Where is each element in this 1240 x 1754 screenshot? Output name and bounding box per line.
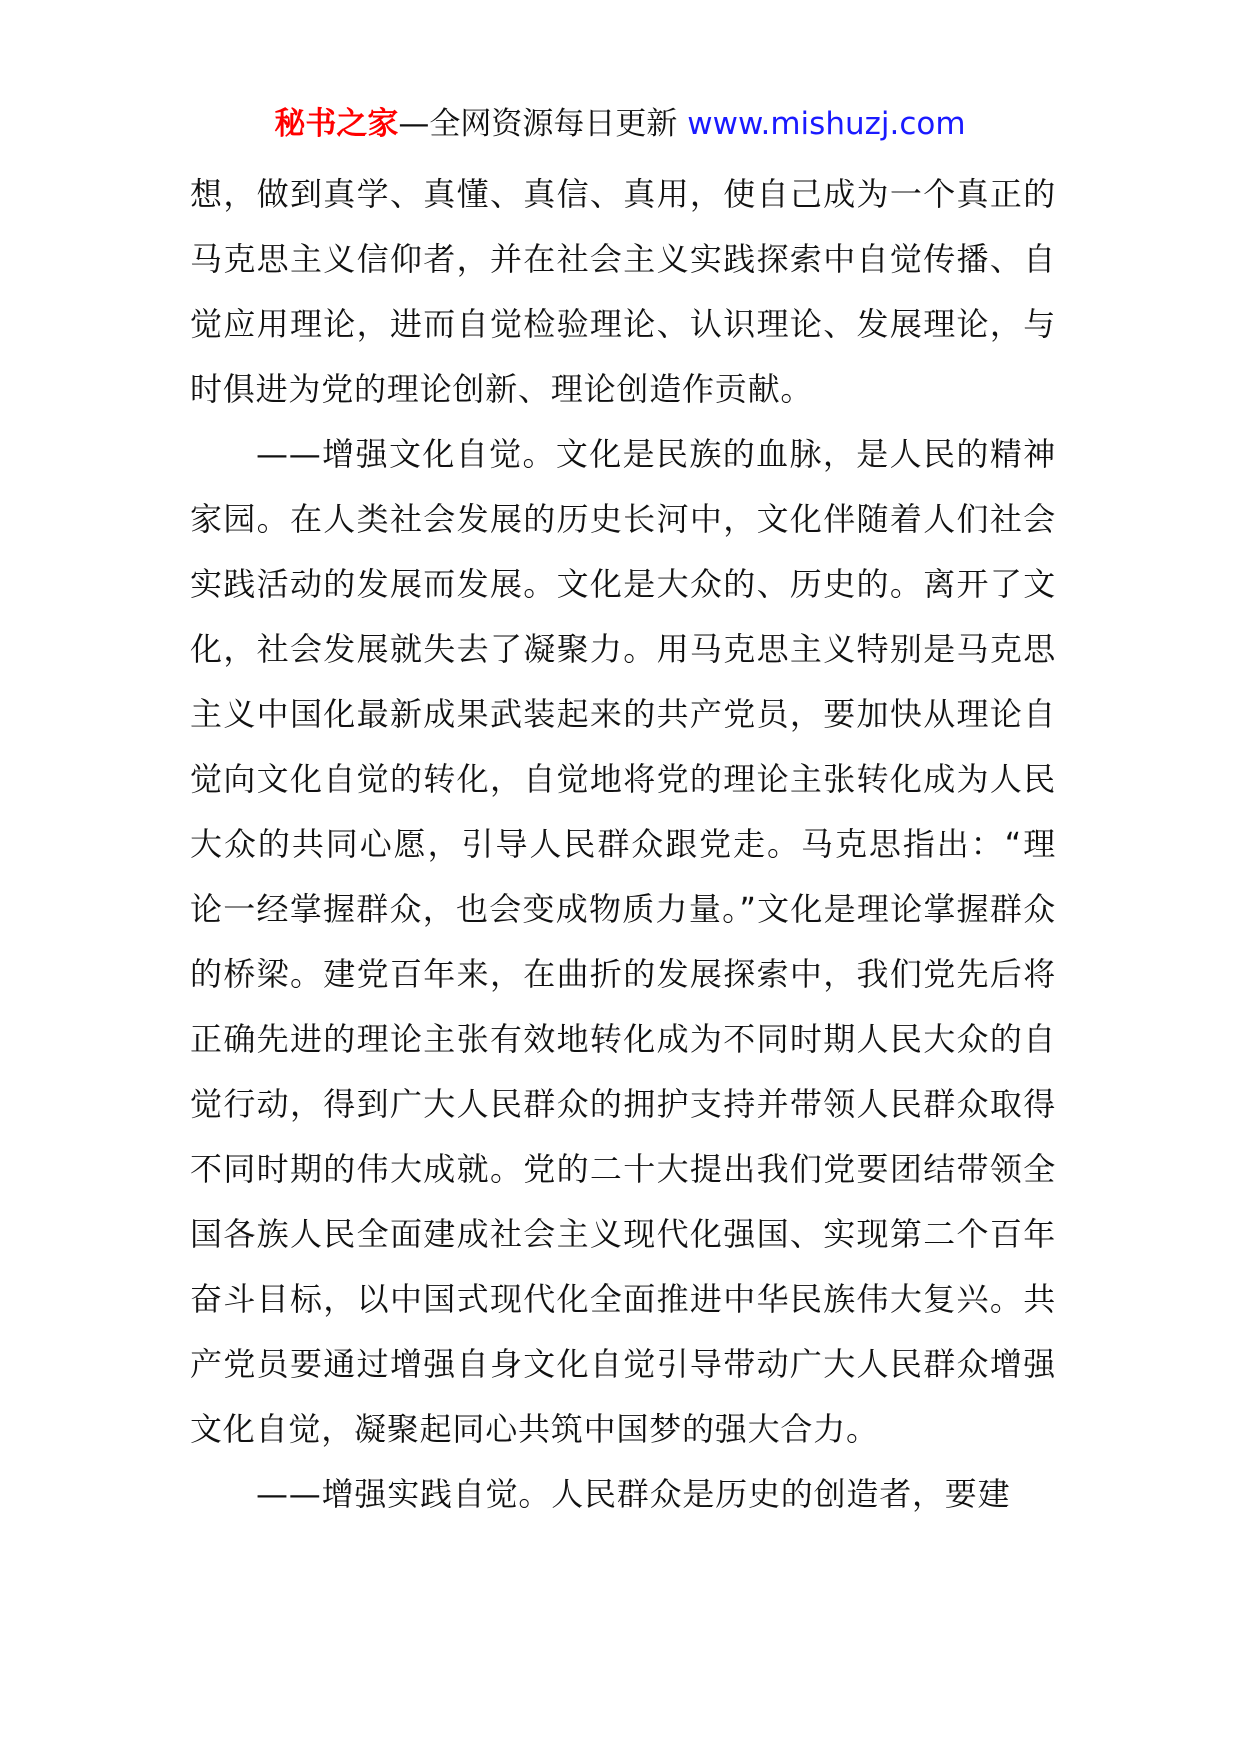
page-header <box>0 100 1240 148</box>
header-tagline: —全网资源每日更新 <box>398 106 678 142</box>
paragraph-cultural-awareness: ——增强文化自觉。文化是民族的血脉，是人民的精神家园。在人类社会发展的历史长河中，文化伴随着人们社会实践活动的发展而发展。文化是大众的、历史的。离开了文化，社会发展就失去了凝聚力。用马克思主义特别是马克思主义中国化最新成果武装起来的共产党员，要加快从理论自觉向文化自觉的转化，自觉地将党的理论主张转化成为人民大众的共同心愿，引导人民群众跟党走。马克思指出：“理论一经掌握群众，也会变成物质力量。”文化是理论掌握群众的桥梁。建党百年来，在曲折的发展探索中，我们党先后将正确先进的理论主张有效地转化成为不同时期人民大众的自觉行动，得到广大人民群众的拥护支持并带领人民群众取得不同时期的伟大成就。党的二十大提出我们党要团结带领全国各族人民全面建成社会主义现代化强国、实现第二个百年奋斗目标，以中国式现代化全面推进中华民族伟大复兴。共产党员要通过增强自身文化自觉引导带动广大人民群众增强文化自觉，凝聚起同心共筑中国梦的强大合力。 <box>190 435 1056 1448</box>
website-link[interactable]: www.mishuzj.com <box>687 106 966 142</box>
paragraph-practice-awareness: ——增强实践自觉。人民群众是历史的创造者，要建 <box>256 1475 1011 1513</box>
paragraph-continuation: 想，做到真学、真懂、真信、真用，使自己成为一个真正的马克思主义信仰者，并在社会主义实践探索中自觉传播、自觉应用理论，进而自觉检验理论、认识理论、发展理论，与时俱进为党的理论创新、理论创造作贡献。 <box>190 175 1056 408</box>
document-body <box>190 162 1056 1527</box>
brand-name: 秘书之家 <box>274 106 399 142</box>
